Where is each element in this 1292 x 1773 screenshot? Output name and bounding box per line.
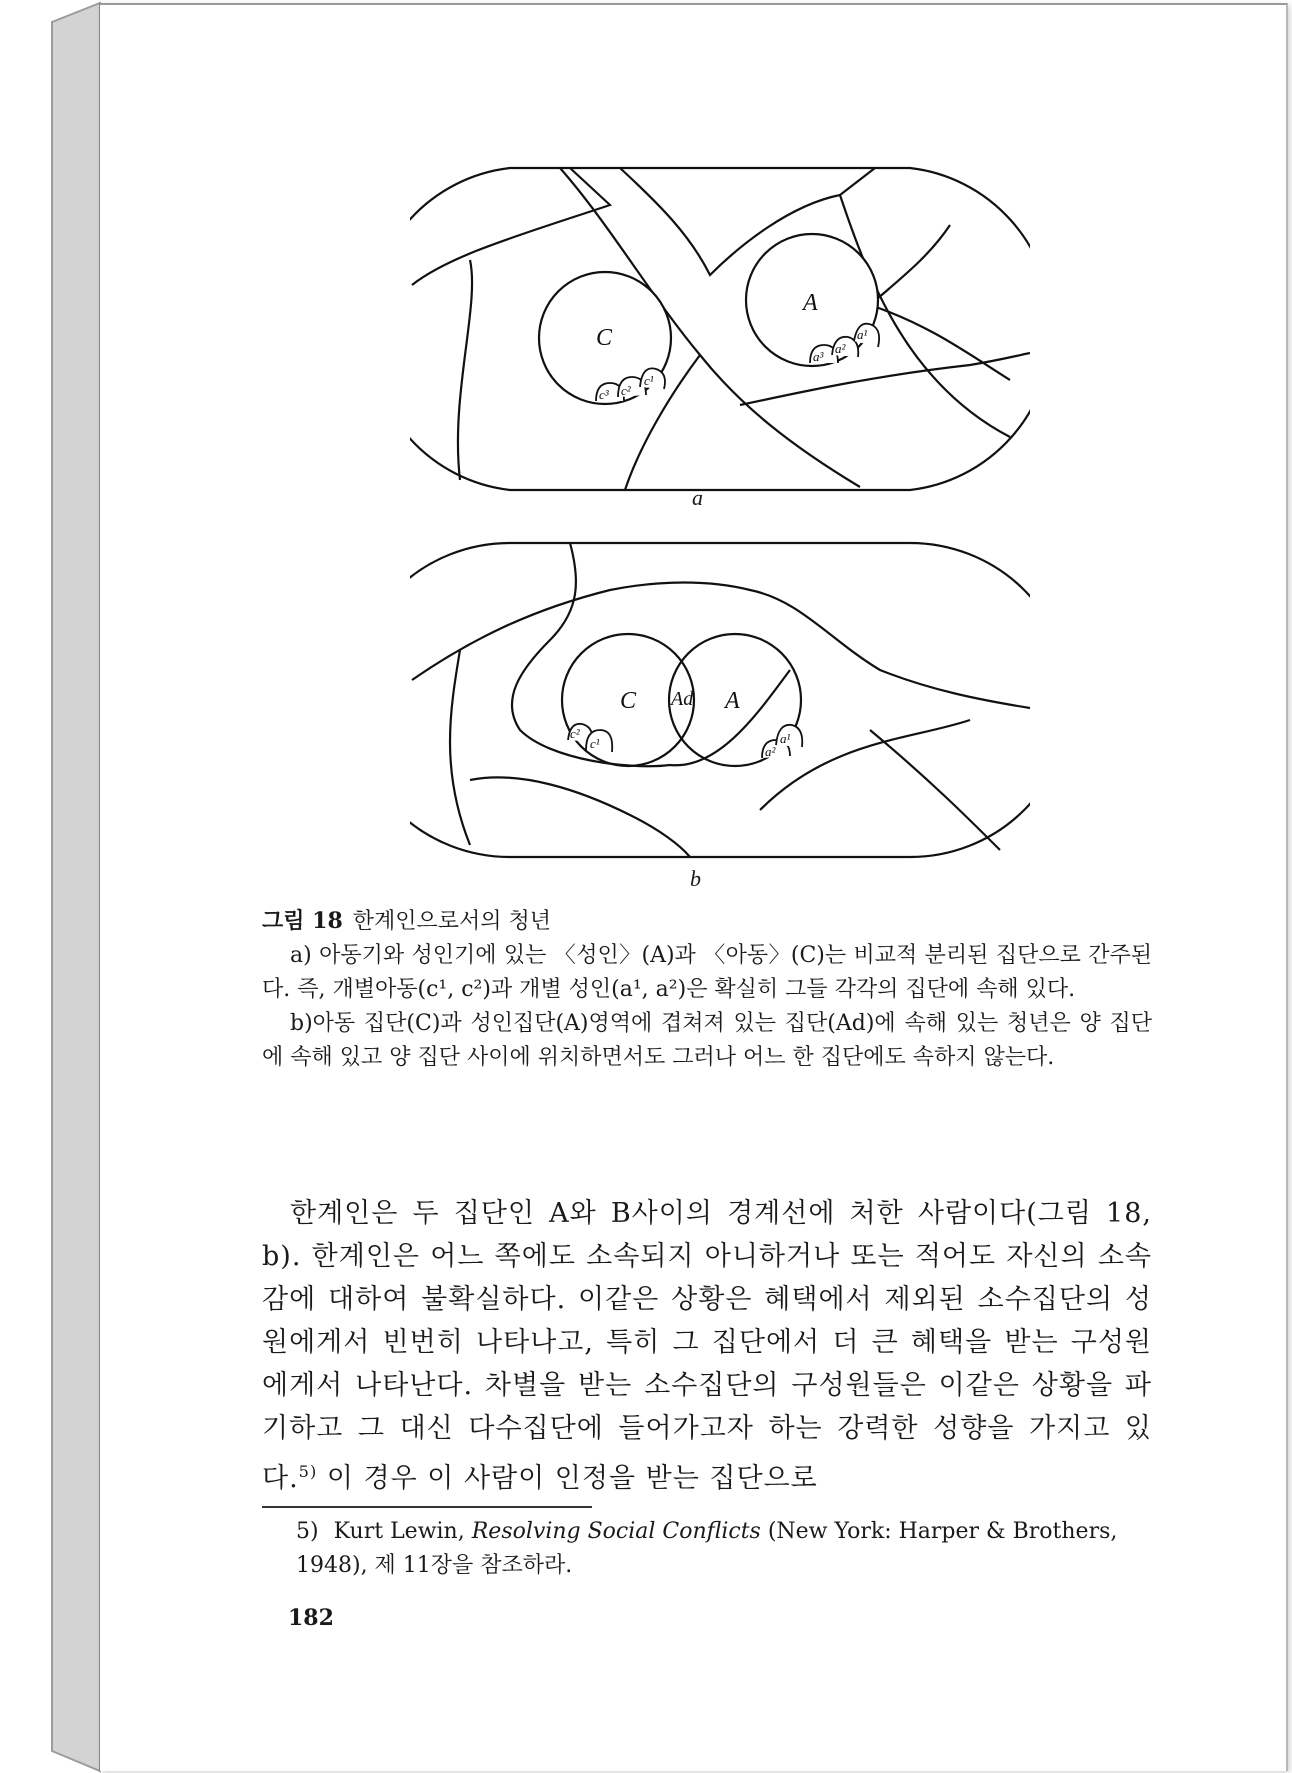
label-a-b: A bbox=[725, 688, 740, 714]
caption-para-b: b)아동 집단(C)과 성인집단(A)영역에 겹쳐져 있는 집단(Ad)에 속해 있는 청년은 양 집단에 속해 있고 양 집단 사이에 위치하면서도 그러나 어느 한 집단에도 속하지 않는다. bbox=[262, 1011, 1152, 1070]
sub-c2: c² bbox=[621, 383, 631, 398]
sub-a2: a² bbox=[835, 341, 846, 356]
figure-caption bbox=[262, 904, 1152, 1075]
sub-a1: a¹ bbox=[857, 327, 868, 342]
figure-number: 그림 18 bbox=[262, 908, 343, 934]
sub-ba2: a² bbox=[765, 744, 776, 759]
body-paragraph-main: 한계인은 두 집단인 A와 B사이의 경계선에 처한 사람이다(그림 18, b). 한계인은 어느 쪽에도 소속되지 아니하거나 또는 적어도 자신의 소속감에 대하여 불확실하다. 이같은 상황은 혜택에서 제외된 소수집단의 성원에게서 빈번히 나타나고, 특히 그 집단에서 더 큰 혜택을 받는 구성원에게서 나타난다. 차별을 받는 소수집단의 구성원들은 이같은 상황을 파기하고 그 대신 다수집단에 들어가고자 하는 강력한 성향을 가지고 있다. bbox=[262, 1198, 1152, 1494]
figure-b-label: b bbox=[690, 866, 701, 891]
figure-18b-diagram bbox=[410, 540, 1030, 860]
figure-a-label: a bbox=[692, 485, 703, 510]
sub-bc2: c² bbox=[570, 726, 580, 741]
footnote-number: 5) bbox=[296, 1519, 319, 1544]
label-c-b: C bbox=[620, 688, 637, 714]
figure-title: 한계인으로서의 청년 bbox=[352, 909, 552, 934]
footnote-author: Kurt Lewin, bbox=[333, 1519, 465, 1544]
caption-title-line bbox=[262, 904, 1152, 939]
footnote-publisher: (New York: Harper & Brothers, 1948), 제 11장을 참조하라. bbox=[296, 1519, 1118, 1578]
body-text bbox=[262, 1192, 1152, 1500]
footnote-ref: 5) bbox=[298, 1462, 318, 1481]
footnote bbox=[296, 1515, 1152, 1583]
sub-c3: c³ bbox=[599, 387, 609, 402]
figure-18a-diagram bbox=[410, 165, 1030, 495]
caption-para-a: a) 아동기와 성인기에 있는 〈성인〉(A)과 〈아동〉(C)는 비교적 분리된 집단으로 간주된다. 즉, 개별아동(c¹, c²)과 개별 성인(a¹, a²)은 확실히 그들 각각의 집단에 속해 있다. bbox=[262, 943, 1152, 1002]
page-number: 182 bbox=[288, 1605, 334, 1631]
label-c-a: C bbox=[596, 325, 613, 351]
sub-bc1: c¹ bbox=[590, 736, 600, 751]
body-paragraph bbox=[262, 1192, 1152, 1500]
body-paragraph-tail: 이 경우 이 사람이 인정을 받는 집단으로 bbox=[317, 1463, 818, 1494]
sub-ba1: a¹ bbox=[780, 731, 791, 746]
label-ad-b: Ad bbox=[671, 688, 694, 710]
footnote-divider bbox=[262, 1506, 592, 1508]
sub-a3: a³ bbox=[813, 349, 824, 364]
label-a-a: A bbox=[803, 290, 818, 316]
sub-c1: c¹ bbox=[644, 373, 654, 388]
footnote-book-title: Resolving Social Conflicts bbox=[471, 1519, 761, 1544]
